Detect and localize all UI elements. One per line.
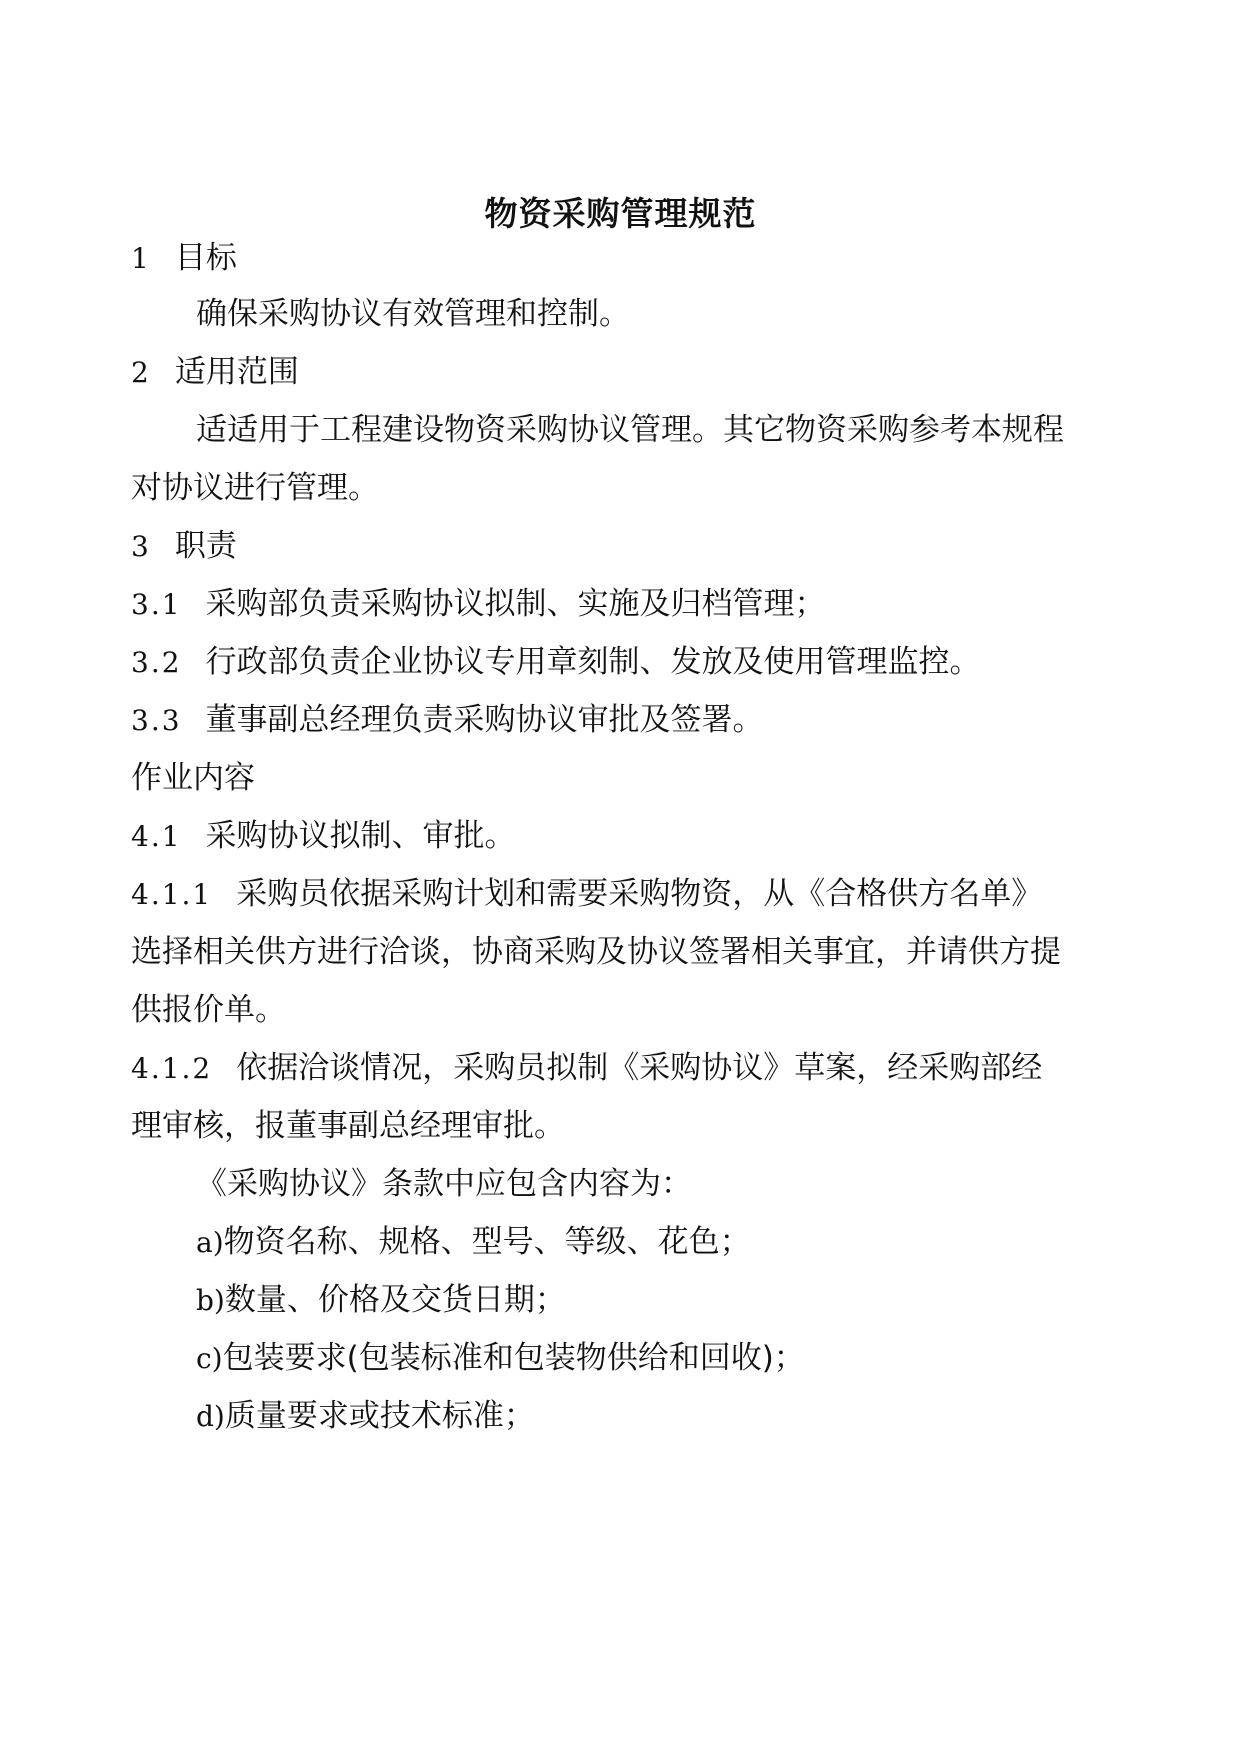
- section-4-heading: 作业内容: [131, 760, 255, 796]
- item-text: 数量、价格及交货日期；: [224, 1282, 566, 1318]
- item-text: 依据洽谈情况，采购员拟制《采购协议》草案，经采购部经: [236, 1050, 1043, 1086]
- section-3-heading: [131, 524, 237, 569]
- contract-item: [196, 1220, 751, 1265]
- section-1-heading: [131, 236, 237, 281]
- contract-intro: 《采购协议》条款中应包含内容为：: [196, 1166, 692, 1202]
- section-2-heading: [131, 350, 299, 395]
- item-number: 3.1: [131, 588, 182, 621]
- item-number: 4.1: [131, 820, 182, 853]
- item-number: 4.1.1: [131, 878, 213, 911]
- item-text: 采购部负责采购协议拟制、实施及归档管理；: [205, 586, 826, 622]
- document-title: 物资采购管理规范: [484, 194, 757, 233]
- item-number: 3.2: [131, 646, 182, 679]
- item-text: 质量要求或技术标准；: [224, 1398, 535, 1434]
- subsection-4-1-2-line-1: [131, 1046, 1042, 1091]
- section-heading-text: 目标: [174, 240, 237, 276]
- section-number: 2: [131, 356, 151, 389]
- subsection-4-1-2-line-2: 理审核，报董事副总经理审批。: [131, 1108, 565, 1144]
- contract-item: [196, 1336, 805, 1381]
- section-1-body: 确保采购协议有效管理和控制。: [196, 296, 630, 332]
- subsection-4-1: [131, 814, 516, 859]
- responsibility-item: [131, 582, 826, 627]
- contract-item: [196, 1278, 566, 1323]
- section-2-body-line-2: 对协议进行管理。: [131, 470, 379, 506]
- subsection-4-1-1-line-2: 选择相关供方进行洽谈，协商采购及协议签署相关事宜，并请供方提: [131, 934, 1061, 970]
- section-number: 1: [131, 242, 151, 275]
- item-letter: d): [196, 1400, 225, 1433]
- section-heading-text: 适用范围: [174, 354, 299, 390]
- section-number: 3: [131, 530, 151, 563]
- responsibility-item: [131, 698, 764, 743]
- section-2-body-line-1: 适适用于工程建设物资采购协议管理。其它物资采购参考本规程: [196, 412, 1064, 448]
- section-heading-text: 职责: [174, 528, 237, 564]
- item-letter: c): [196, 1342, 223, 1375]
- item-letter: b): [196, 1284, 225, 1317]
- item-text: 董事副总经理负责采购协议审批及签署。: [205, 702, 764, 738]
- item-text: 物资名称、规格、型号、等级、花色；: [223, 1224, 751, 1260]
- item-number: 3.3: [131, 704, 182, 737]
- item-text: 采购协议拟制、审批。: [205, 818, 516, 854]
- item-number: 4.1.2: [131, 1052, 213, 1085]
- item-text: 行政部负责企业协议专用章刻制、发放及使用管理监控。: [205, 644, 981, 680]
- subsection-4-1-1-line-1: [131, 872, 1042, 917]
- item-letter: a): [196, 1226, 224, 1259]
- item-text: 采购员依据采购计划和需要采购物资，从《合格供方名单》: [236, 876, 1043, 912]
- contract-item: [196, 1394, 535, 1439]
- subsection-4-1-1-line-3: 供报价单。: [131, 992, 286, 1028]
- item-text: 包装要求(包装标准和包装物供给和回收)；: [222, 1340, 805, 1376]
- responsibility-item: [131, 640, 981, 685]
